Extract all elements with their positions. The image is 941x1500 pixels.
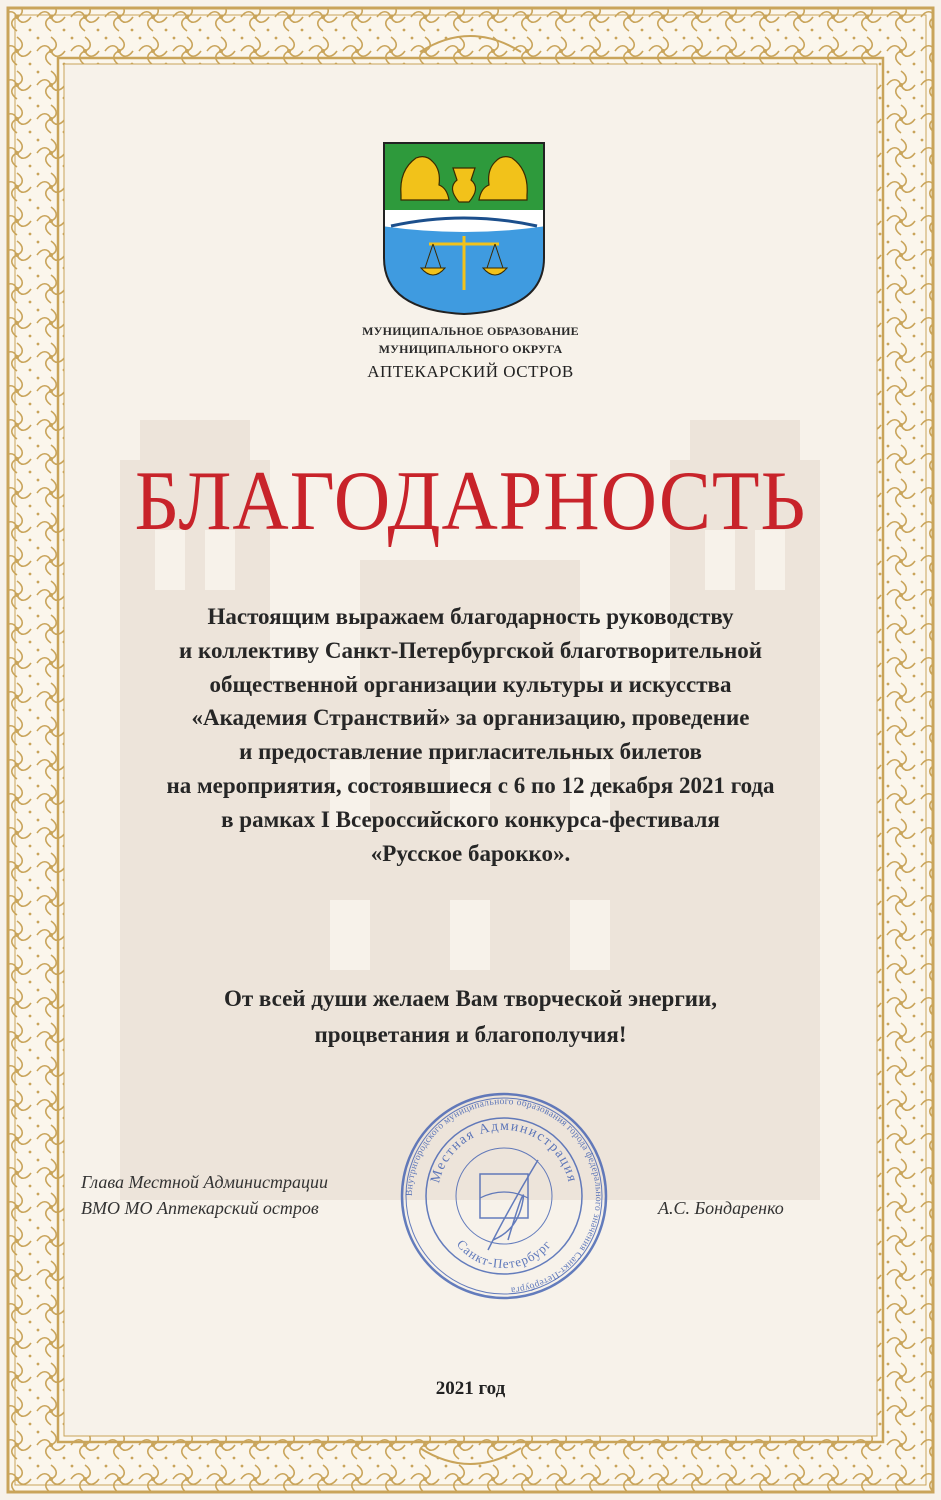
- body-line: и коллективу Санкт-Петербургской благотворительной: [179, 637, 762, 663]
- body-line: общественной организации культуры и искусства: [209, 671, 732, 697]
- body-line: Настоящим выражаем благодарность руководству: [207, 604, 734, 629]
- issue-year: 2021 год: [435, 1378, 506, 1399]
- org-name-line-1: МУНИЦИПАЛЬНОЕ ОБРАЗОВАНИЕ: [362, 324, 579, 338]
- wish-line: процветания и благополучия!: [314, 1022, 627, 1047]
- signatory-position-line-1: Глава Местной Администрации: [81, 1172, 328, 1192]
- coat-of-arms-icon: [381, 140, 547, 316]
- wish-line: От всей души желаем Вам творческой энергии,: [223, 986, 718, 1011]
- body-line: на мероприятия, состоявшиеся с 6 по 12 декабря 2021 года: [166, 772, 775, 798]
- signatory-position-line-2: ВМО МО Аптекарский остров: [81, 1198, 319, 1218]
- stamp-inner-bottom-text: Санкт-Петербург: [453, 1236, 555, 1272]
- body-line: в рамках I Всероссийского конкурса-фестиваля: [221, 806, 720, 832]
- certificate-body: [0, 600, 941, 870]
- official-stamp-icon: [398, 1090, 610, 1302]
- svg-text:Местная Администрация: [428, 1119, 579, 1185]
- body-line: «Академия Странствий» за организацию, проведение: [191, 705, 750, 731]
- stamp-inner-top-text: Местная Администрация: [428, 1118, 580, 1185]
- signatory-name: А.С. Бондаренко: [658, 1198, 784, 1218]
- org-name-line-3: АПТЕКАРСКИЙ ОСТРОВ: [367, 362, 574, 381]
- certificate-title: БЛАГОДАРНОСТЬ: [134, 453, 807, 548]
- org-name-line-2: МУНИЦИПАЛЬНОГО ОКРУГА: [378, 342, 563, 356]
- wish-text: [0, 981, 941, 1053]
- stamp-outer-text: Внутригородского муниципального образования города федерального значения Санкт-Петербурга: [404, 1096, 604, 1295]
- body-line: «Русское барокко».: [370, 840, 571, 866]
- body-line: и предоставление пригласительных билетов: [239, 739, 702, 765]
